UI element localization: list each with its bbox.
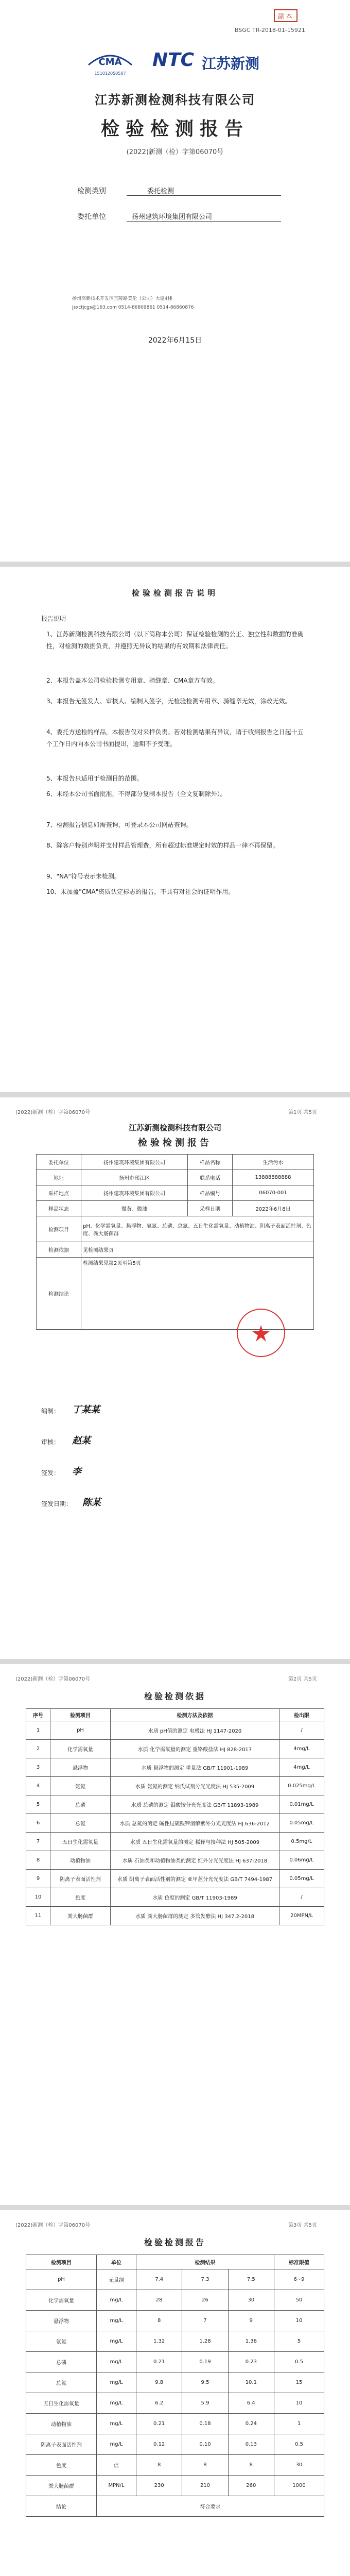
table-cell: 1000 [274, 2476, 324, 2496]
table-cell: 符合要求 [97, 2496, 324, 2517]
table-cell: mg/L [97, 2331, 136, 2352]
table-cell: 260 [228, 2476, 274, 2496]
page-separator [0, 2205, 350, 2210]
summary-title: 检验检测报告 [138, 1138, 212, 1148]
table-cell: 色度 [26, 2455, 97, 2476]
brand-latin: NTC [152, 49, 195, 71]
table-cell: 见检测结果页 [81, 1242, 314, 1258]
table-cell: 10 [26, 1888, 50, 1907]
page-number: 第1页 共5页 [288, 1110, 317, 1115]
table-cell: 0.5 [274, 2434, 324, 2455]
table-cell: / [279, 1888, 324, 1907]
table-cell: 采样地点 [37, 1185, 81, 1201]
table-cell: 总磷 [50, 1795, 111, 1814]
table-cell: pH、化学需氧量、悬浮物、氨氮、总磷、总氮、五日生化需氧量、动植物油、阴离子表面活性剂、色度、粪大肠菌群 [81, 1216, 314, 1242]
page-separator [0, 562, 350, 567]
notes-line-10: 10、未加盖"CMA"资质认定标志的报告，不具有对社会的证明作用。 [46, 888, 235, 895]
table-cell: 30 [274, 2455, 324, 2476]
page-header: (2022)新测（检）字第06070号 [15, 2223, 91, 2228]
table-cell: 0.18 [182, 2414, 228, 2434]
table-row [26, 2269, 324, 2290]
table-cell: 1 [274, 2414, 324, 2434]
sig-editor-signature: 丁某某 [72, 1404, 100, 1415]
table-row [26, 1814, 324, 1833]
table-cell: 8 [26, 1851, 50, 1870]
results-page [0, 2210, 350, 2576]
table-cell: 动植物油 [26, 2414, 97, 2434]
page-separator [0, 1659, 350, 1664]
project-label: 检测类别 [77, 187, 106, 195]
table-cell: 0.025mg/L [279, 1777, 324, 1795]
company-address: 扬州高新技术开发区宜陵路美伦（公司）大厦4楼 [72, 296, 172, 301]
table-row [37, 1185, 314, 1201]
page-separator [0, 1092, 350, 1097]
table-row [37, 1155, 314, 1170]
table-row [26, 1851, 324, 1870]
table-row [26, 2414, 324, 2434]
table-cell: 2022年6月8日 [233, 1201, 314, 1216]
table-cell: 5 [274, 2331, 324, 2352]
page-number: 第3页 共5页 [288, 2223, 317, 2228]
table-cell: 0.5mg/L [279, 1833, 324, 1851]
table-cell: 9.5 [182, 2372, 228, 2393]
table-cell: 26 [182, 2290, 228, 2311]
notes-line-6: 6、未经本公司书面批准，不得部分复制本报告（全文复制除外）。 [46, 790, 226, 798]
table-cell: 样品名称 [188, 1155, 233, 1170]
seal-star-icon [238, 1310, 284, 1356]
table-cell: 6.4 [228, 2393, 274, 2414]
table-cell: 生活污水 [233, 1155, 314, 1170]
summary-table [36, 1154, 314, 1330]
table-cell: mg/L [97, 2434, 136, 2455]
sig-issuer-label: 签发： [41, 1469, 60, 1477]
table-cell: 倍 [97, 2455, 136, 2476]
table-row [37, 1216, 314, 1242]
table-cell: 0.12 [136, 2434, 182, 2455]
column-header: 检测项目 [26, 2255, 97, 2269]
table-header-row [26, 2255, 324, 2269]
table-cell: 水质 石油类和动植物油类的测定 红外分光光度法 HJ 637-2018 [111, 1851, 279, 1870]
table-cell: 联系电话 [188, 1170, 233, 1185]
table-cell: 氨氮 [50, 1777, 111, 1795]
column-header: 检出限 [279, 1709, 324, 1721]
notes-line-0: 报告说明 [41, 615, 66, 622]
methods-title: 检验检测依据 [144, 1691, 206, 1701]
table-cell: 微黄、微浊 [81, 1201, 188, 1216]
table-row [26, 2290, 324, 2311]
table-cell: 7 [26, 1833, 50, 1851]
table-cell: 采样日期 [188, 1201, 233, 1216]
table-cell: 水质 阴离子表面活性剂的测定 亚甲蓝分光光度法 GB/T 7494-1987 [111, 1870, 279, 1888]
page-header: (2022)新测（检）字第06070号 [15, 1110, 91, 1115]
table-cell: mg/L [97, 2414, 136, 2434]
table-cell: 0.05mg/L [279, 1814, 324, 1833]
client-label: 委托单位 [77, 213, 106, 221]
table-row [26, 1833, 324, 1851]
table-cell: 06070-001 [233, 1185, 314, 1201]
notes-line-5: 5、本报告只适用于检测目的范围。 [46, 775, 143, 782]
results-table [26, 2255, 324, 2517]
column-header: 检测结果 [136, 2255, 274, 2269]
table-cell: 9 [228, 2311, 274, 2331]
table-cell: 7 [182, 2311, 228, 2331]
sig-reviewer-label: 审核： [41, 1438, 60, 1446]
column-header: 单位 [97, 2255, 136, 2269]
table-row [26, 1795, 324, 1814]
summary-company: 江苏新测检测科技有限公司 [128, 1123, 221, 1132]
table-cell: mg/L [97, 2352, 136, 2372]
summary-page [0, 1097, 350, 1659]
table-cell: 水质 总磷的测定 钼酸铵分光光度法 GB/T 11893-1989 [111, 1795, 279, 1814]
project-row [77, 185, 118, 196]
table-cell: 样品状态 [37, 1201, 81, 1216]
table-cell: 1.36 [228, 2331, 274, 2352]
notes-line-1: 1、江苏新测检测科技有限公司（以下简称本公司）保证检验检测的公正、独立性和数据的准确性，对检测的数据负责，并遵照无异议的结果的有效期和法律责任。 [46, 631, 304, 650]
table-cell: MPN/L [97, 2476, 136, 2496]
table-cell: 7.4 [136, 2269, 182, 2290]
table-row [37, 1201, 314, 1216]
table-cell: 0.10 [182, 2434, 228, 2455]
table-cell: 20MPN/L [279, 1907, 324, 1925]
table-cell: mg/L [97, 2393, 136, 2414]
table-cell: 动植物油 [50, 1851, 111, 1870]
cma-mark-icon [85, 49, 135, 70]
methods-table [26, 1708, 324, 1925]
table-cell: 8 [228, 2455, 274, 2476]
table-cell: 4mg/L [279, 1740, 324, 1758]
table-cell: pH [26, 2269, 97, 2290]
company-contact: jsxctjcgs@163.com 0514-86809861 0514-86860876 [72, 305, 194, 310]
notes-line-4: 4、委托方送检的样品，本报告仅对来样负责。若对检测结果有异议，请于收到报告之日起十五个工作日内向本公司书面提出，逾期不予受理。 [46, 728, 304, 748]
table-cell: 1.32 [136, 2331, 182, 2352]
table-cell: 五日生化需氧量 [50, 1833, 111, 1851]
table-row [26, 2393, 324, 2414]
table-cell: 50 [274, 2290, 324, 2311]
table-cell: pH [50, 1721, 111, 1740]
table-cell: 28 [136, 2290, 182, 2311]
table-cell: 0.06mg/L [279, 1851, 324, 1870]
table-cell: 总磷 [26, 2352, 97, 2372]
notes-line-2: 2、本报告盖本公司检验检测专用章、骑缝章、CMA章方有效。 [46, 677, 219, 684]
table-cell: 检测依据 [37, 1242, 81, 1258]
table-cell: 8 [136, 2311, 182, 2331]
table-cell: 无量纲 [97, 2269, 136, 2290]
table-row [26, 2476, 324, 2496]
table-cell: 水质 氨氮的测定 纳氏试剂分光光度法 HJ 535-2009 [111, 1777, 279, 1795]
notes-line-7: 7、检测报告信息如需查询，可登录本公司网站查询。 [46, 821, 192, 828]
table-row [26, 1870, 324, 1888]
table-cell: 检测结果见第2页至第5页 [81, 1258, 314, 1330]
table-cell: 化学需氧量 [50, 1740, 111, 1758]
methods-page [0, 1664, 350, 2205]
document-number: BSGC TR-2018-01-15921 [235, 27, 305, 33]
table-cell: 0.5 [274, 2352, 324, 2372]
sig-date-label: 签发日期： [41, 1500, 73, 1507]
table-cell: 0.19 [182, 2352, 228, 2372]
table-cell: 10.1 [228, 2372, 274, 2393]
table-cell: 悬浮物 [50, 1758, 111, 1777]
table-cell: 11 [26, 1907, 50, 1925]
table-row [26, 2496, 324, 2517]
table-cell: 0.21 [136, 2352, 182, 2372]
table-row [26, 1777, 324, 1795]
table-cell: 230 [136, 2476, 182, 2496]
table-cell: 30 [228, 2290, 274, 2311]
table-row [37, 1170, 314, 1185]
table-cell: 总氮 [50, 1814, 111, 1833]
table-cell: 0.24 [228, 2414, 274, 2434]
table-cell: mg/L [97, 2372, 136, 2393]
notes-line-8: 8、除客户特别声明并支付样品管理费，所有超过标准规定时效的样品一律不再保留。 [46, 842, 279, 849]
notes-page [0, 567, 350, 1092]
sig-date-signature: 陈某 [82, 1497, 101, 1508]
report-title: 检验检测报告 [100, 118, 249, 140]
table-cell: 水质 pH值的测定 电极法 HJ 1147-2020 [111, 1721, 279, 1740]
table-cell: 3 [26, 1758, 50, 1777]
table-cell: 扬州市邗江区 [81, 1170, 188, 1185]
table-cell: 扬州建筑环境集团有限公司 [81, 1155, 188, 1170]
column-header: 检测方法及依据 [111, 1709, 279, 1721]
project-value: 委托检测 [127, 185, 281, 196]
column-header: 序号 [26, 1709, 50, 1721]
table-cell: 水质 粪大肠菌群的测定 多管发酵法 HJ 347.2-2018 [111, 1907, 279, 1925]
table-row [37, 1242, 314, 1258]
report-date: 2022年6月15日 [148, 336, 202, 345]
table-cell: 0.13 [228, 2434, 274, 2455]
table-cell: 水质 悬浮物的测定 重量法 GB/T 11901-1989 [111, 1758, 279, 1777]
table-cell: 检测项目 [37, 1216, 81, 1242]
table-row [26, 1907, 324, 1925]
table-cell: 五日生化需氧量 [26, 2393, 97, 2414]
column-header: 检测项目 [50, 1709, 111, 1721]
table-row [26, 2434, 324, 2455]
notes-heading: 检验检测报告说明 [131, 588, 218, 598]
table-cell: 2 [26, 1740, 50, 1758]
table-cell: 6.2 [136, 2393, 182, 2414]
table-cell: 10 [274, 2393, 324, 2414]
copy-stamp: 副本 [274, 9, 297, 22]
table-cell: 0.01mg/L [279, 1795, 324, 1814]
column-header: 标准限值 [274, 2255, 324, 2269]
table-row [26, 2455, 324, 2476]
table-row [26, 2372, 324, 2393]
table-cell: 水质 色度的测定 GB/T 11903-1989 [111, 1888, 279, 1907]
table-cell: 粪大肠菌群 [50, 1907, 111, 1925]
table-cell: 0.23 [228, 2352, 274, 2372]
table-cell: 8 [182, 2455, 228, 2476]
table-row [26, 1888, 324, 1907]
client-value: 扬州建筑环境集团有限公司 [127, 211, 281, 222]
table-cell: 水质 五日生化需氧量的测定 稀释与接种法 HJ 505-2009 [111, 1833, 279, 1851]
table-cell: 15 [274, 2372, 324, 2393]
notes-line-3: 3、本报告无签发人、审核人、编制人签字，无检验检测专用章、骑缝章无效，涂改无效。 [46, 698, 291, 705]
table-cell: 7.5 [228, 2269, 274, 2290]
table-cell: 210 [182, 2476, 228, 2496]
table-row [26, 2331, 324, 2352]
results-title: 检验检测报告 [144, 2238, 206, 2247]
sig-issuer-signature: 李 [72, 1466, 81, 1477]
notes-line-9: 9、"NA"符号表示未检测。 [46, 873, 120, 880]
table-cell: 1.28 [182, 2331, 228, 2352]
table-cell: 氨氮 [26, 2331, 97, 2352]
table-cell: 地址 [37, 1170, 81, 1185]
table-cell: 粪大肠菌群 [26, 2476, 97, 2496]
table-row [26, 1758, 324, 1777]
table-cell: 5 [26, 1795, 50, 1814]
table-row [26, 2352, 324, 2372]
table-row [26, 1740, 324, 1758]
table-row [26, 1721, 324, 1740]
table-cell: 结论 [26, 2496, 97, 2517]
table-header-row [26, 1709, 324, 1721]
cma-logo [85, 49, 135, 76]
sig-reviewer-signature: 赵某 [72, 1435, 91, 1446]
table-cell: 水质 化学需氧量的测定 重铬酸盐法 HJ 828-2017 [111, 1740, 279, 1758]
table-row [26, 2311, 324, 2331]
table-cell: 悬浮物 [26, 2311, 97, 2331]
table-cell: 1 [26, 1721, 50, 1740]
table-cell: mg/L [97, 2311, 136, 2331]
table-cell: 4 [26, 1777, 50, 1795]
client-row [77, 211, 118, 222]
table-cell: 5.9 [182, 2393, 228, 2414]
table-cell: 13888888888 [233, 1170, 314, 1185]
table-cell: 6 [26, 1814, 50, 1833]
table-cell: 8 [136, 2455, 182, 2476]
inspection-seal [237, 1309, 285, 1357]
sig-editor-label: 编制： [41, 1408, 60, 1415]
table-cell: 阴离子表面活性剂 [26, 2434, 97, 2455]
table-cell: 6~9 [274, 2269, 324, 2290]
table-cell: 10 [274, 2311, 324, 2331]
table-cell: 水质 总氮的测定 碱性过硫酸钾消解紫外分光光度法 HJ 636-2012 [111, 1814, 279, 1833]
cma-logo-text: CMA [98, 57, 122, 67]
table-cell: 委托单位 [37, 1155, 81, 1170]
table-cell: 4mg/L [279, 1758, 324, 1777]
table-cell: 0.21 [136, 2414, 182, 2434]
table-cell: 9 [26, 1870, 50, 1888]
page-number: 第2页 共5页 [288, 1676, 317, 1682]
cover-page [0, 0, 350, 562]
table-cell: 9.8 [136, 2372, 182, 2393]
table-cell: / [279, 1721, 324, 1740]
cma-code: 151012050507 [94, 71, 126, 76]
table-cell: 阴离子表面活性剂 [50, 1870, 111, 1888]
table-cell: 0.05mg/L [279, 1870, 324, 1888]
brand-cn: 江苏新测 [202, 55, 260, 72]
table-cell: 样品编号 [188, 1185, 233, 1201]
table-cell: mg/L [97, 2290, 136, 2311]
table-cell: 检测结论 [37, 1258, 81, 1330]
table-cell: 色度 [50, 1888, 111, 1907]
table-cell: 扬州建筑环境集团有限公司 [81, 1185, 188, 1201]
report-number: (2022)新测（检）字第06070号 [126, 148, 224, 156]
table-cell: 7.3 [182, 2269, 228, 2290]
table-cell: 化学需氧量 [26, 2290, 97, 2311]
company-name: 江苏新测检测科技有限公司 [95, 93, 255, 107]
table-cell: 总氮 [26, 2372, 97, 2393]
page-header: (2022)新测（检）字第06070号 [15, 1676, 91, 1682]
